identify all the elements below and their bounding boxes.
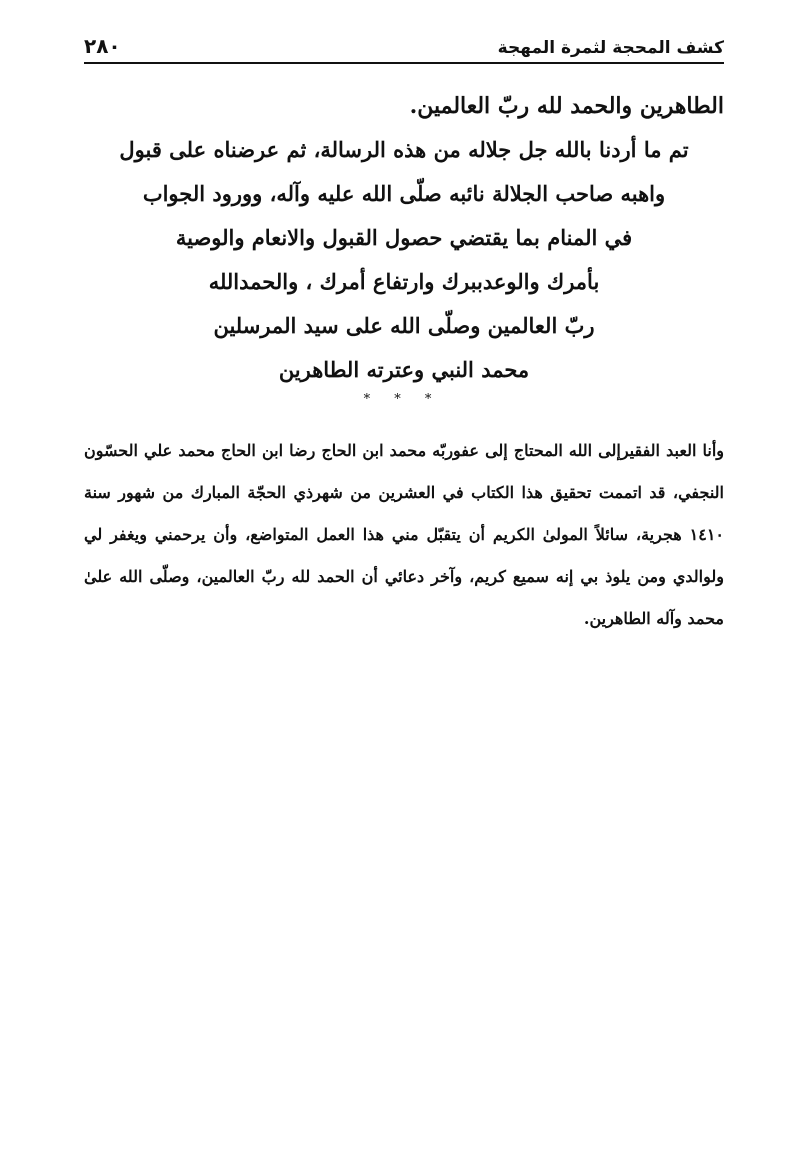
closing-passage [84,84,724,392]
closing-line: محمد النبي وعترته الطاهرين [278,357,530,382]
colophon-paragraph: وأنا العبد الفقيرإلى الله المحتاج إلى عفوربّه محمد ابن الحاج رضا ابن الحاج محمد علي الحسّون النجفي، قد اتممت تحقيق هذا الكتاب في العشرين من شهرذي الحجّة المبارك من شهور سنة ١٤١٠ هجرية، سائلاً المولىٰ الكريم أن يتقبّل مني هذا العمل المتواضع، وأن يرحمني ويغفر لي ولوالدي ومن يلوذ بي إنه سميع كريم، وآخر دعائي أن الحمد لله ربّ العالمين، وصلّى الله علىٰ محمد وآله الطاهرين. [84,441,725,628]
closing-line: تم ما أردنا بالله جل جلاله من هذه الرسالة، ثم عرضناه على قبول [119,137,689,162]
closing-line: واهبه صاحب الجلالة نائبه صلّى الله عليه وآله، وورود الجواب [142,181,666,206]
closing-line: بأمرك والوعدببرك وارتفاع أمرك ، والحمدالله [208,269,600,294]
closing-first-line: الطاهرين والحمد لله ربّ العالمين. [409,93,724,119]
page-header [84,30,724,64]
section-separator: * * * [363,392,442,407]
page-number: ٢٨٠ [84,34,121,58]
closing-line: في المنام بما يقتضي حصول القبول والانعام والوصية [175,225,633,250]
closing-line: ربّ العالمين وصلّى الله على سيد المرسلين [213,313,595,338]
running-title: كشف المحجة لثمرة المهجة [497,38,724,58]
